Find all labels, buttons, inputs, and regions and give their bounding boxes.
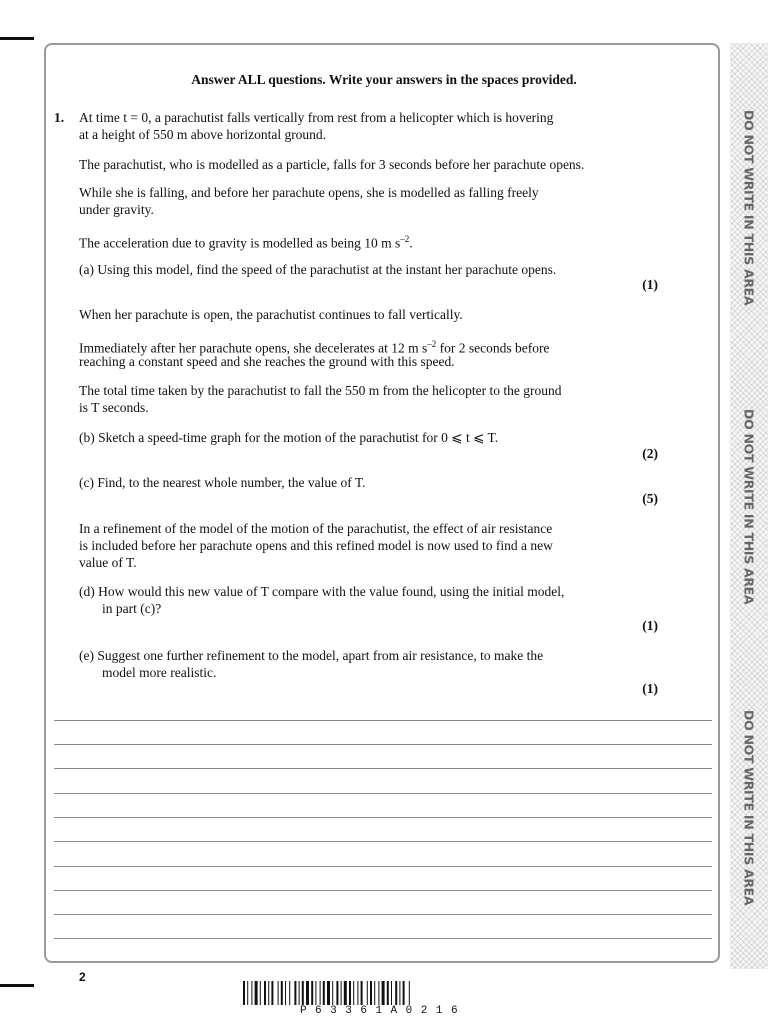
page-number: 2 — [79, 970, 86, 984]
margin-notice: DO NOT WRITE IN THIS AREA — [741, 409, 757, 605]
question-text: The total time taken by the parachutist to fall the 550 m from the helicopter to the ground — [79, 383, 562, 398]
question-text: The acceleration due to gravity is modelled as being 10 m $s^{-2}$. — [79, 234, 413, 251]
answer-line[interactable] — [54, 914, 712, 915]
part-a: (a) Using this model, find the speed of the parachutist at the instant her parachute opens. — [79, 262, 557, 277]
barcode-icon — [243, 981, 523, 1005]
question-text: is T seconds. — [79, 400, 149, 415]
answer-line[interactable] — [54, 768, 712, 769]
part-d-continued: in part (c)? — [102, 601, 162, 616]
instruction-header: Answer ALL questions. Write your answers in the spaces provided. — [191, 72, 577, 87]
answer-line[interactable] — [54, 890, 712, 891]
question-text: at a height of 550 m above horizontal ground. — [79, 127, 327, 142]
answer-line[interactable] — [54, 744, 712, 745]
question-text: is included before her parachute opens and this refined model is now used to find a new — [79, 538, 553, 553]
answer-line[interactable] — [54, 866, 712, 867]
question-number: 1. — [54, 110, 65, 125]
marks-a: (1) — [642, 277, 658, 292]
question-text: reaching a constant speed and she reaches the ground with this speed. — [79, 354, 455, 369]
margin-strip — [730, 43, 768, 969]
part-c: (c) Find, to the nearest whole number, the value of T. — [79, 475, 366, 490]
margin-notice: DO NOT WRITE IN THIS AREA — [741, 710, 757, 906]
answer-line[interactable] — [54, 841, 712, 842]
part-b: (b) Sketch a speed-time graph for the motion of the parachutist for 0 ⩽ t ⩽ T. — [79, 430, 499, 445]
question-text: Immediately after her parachute opens, she decelerates at 12 m $s^{-2}$ for 2 seconds before — [79, 339, 550, 356]
question-text: While she is falling, and before her parachute opens, she is modelled as falling freely — [79, 185, 539, 200]
question-text: The parachutist, who is modelled as a particle, falls for 3 seconds before her parachute opens. — [79, 157, 585, 172]
margin-notice: DO NOT WRITE IN THIS AREA — [741, 110, 757, 306]
marks-e: (1) — [642, 681, 658, 696]
part-e-continued: model more realistic. — [102, 665, 217, 680]
question-text: At time t = 0, a parachutist falls vertically from rest from a helicopter which is hovering — [79, 110, 554, 125]
marks-b: (2) — [642, 446, 658, 461]
question-text: In a refinement of the model of the motion of the parachutist, the effect of air resistance — [79, 521, 553, 536]
part-d: (d) How would this new value of T compare with the value found, using the initial model, — [79, 584, 565, 599]
question-text: When her parachute is open, the parachutist continues to fall vertically. — [79, 307, 463, 322]
answer-line[interactable] — [54, 938, 712, 939]
question-text: value of T. — [79, 555, 137, 570]
registration-mark-bottom — [0, 984, 34, 987]
marks-c: (5) — [642, 491, 658, 506]
answer-line[interactable] — [54, 817, 712, 818]
answer-line[interactable] — [54, 720, 712, 721]
barcode-text: P63361A0216 — [299, 1005, 467, 1017]
part-e: (e) Suggest one further refinement to the model, apart from air resistance, to make the — [79, 648, 544, 663]
registration-mark-top — [0, 37, 34, 40]
marks-d: (1) — [642, 618, 658, 633]
answer-line[interactable] — [54, 793, 712, 794]
question-text: under gravity. — [79, 202, 154, 217]
answer-frame — [44, 43, 720, 963]
